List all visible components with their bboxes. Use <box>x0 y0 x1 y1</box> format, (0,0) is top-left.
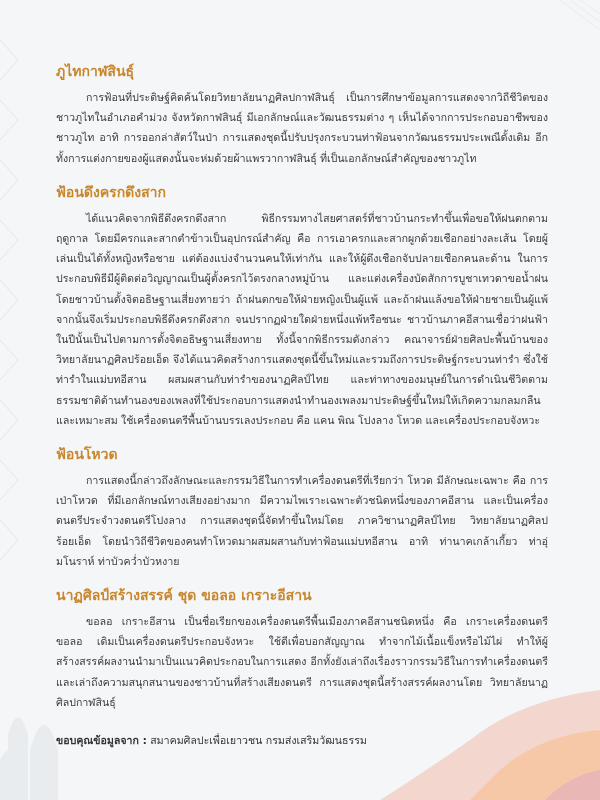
top-right-pattern-decoration <box>560 0 600 30</box>
left-pattern-decoration <box>0 40 18 560</box>
section-heading: ภูไทกาฬสินธุ์ <box>56 64 135 80</box>
section-dueng-krok-dueng-sak <box>56 183 548 431</box>
section-heading: ฟ้อนโหวด <box>56 447 118 464</box>
section-phu-thai <box>56 62 548 169</box>
section-paragraph: การแสดงนี้กล่าวถึงลักษณะและกรรมวิธีในการทำเครื่องดนตรีที่เรียกว่า โหวด มีลักษณะเฉพาะ คือ การเป่าโหวด ที่มีเอกลักษณ์ทางเสียงอย่างมาก มีความไพเราะเฉพาะตัวชนิดหนึ่งของภาคอีสาน และเป็นเครื่องดนตรีประจำวงดนตรีโปงลาง การแสดงชุดนี้จัดทำขึ้นใหม่โดย ภาควิชานาฏศิลป์ไทย วิทยาลัยนาฏศิลปร้อยเอ็ด โดยนำวิถีชีวิตของคนทำโหวดมาผสมผสานกับท่าฟ้อนแม่บทอีสาน อาทิ ท่านาคเกล้าเกี้ยว ท่าอุ่มโนราห์ ท่าบัวคว่ำบัวหงาย <box>56 475 548 568</box>
section-heading: นาฏศิลป์สร้างสรรค์ ชุด ขอลอ เกราะอีสาน <box>56 588 312 605</box>
section-paragraph: ได้แนวคิดจากพิธีดึงครกดึงสาก พิธีกรรมทางไสยศาสตร์ที่ชาวบ้านกระทำขึ้นเพื่อขอให้ฝนตกตามฤดูกาล โดยมีครกและสากตำข้าวเป็นอุปกรณ์สำคัญ คือ การเอาครกและสากผูกด้วยเชือกอย่างละเส้น โดยผู้เล่นเป็นได้ทั้งหญิงหรือชาย แต่ต้องแบ่งจำนวนคนให้เท่ากัน และให้ผู้ดึงเชือกจับปลายเชือกคนละด้าน ในการประกอบพิธีมีผู้ติดต่อวิญญาณเป็นผู้ตั้งครกไว้ตรงกลางหมู่บ้าน และแต่งเครื่องบัดสักการบูชาเทวดาขอน้ำฝน โดยชาวบ้านตั้งจิตอธิษฐานเสี่ยงทายว่า ถ้าฝนตกขอให้ฝ่ายหญิงเป็นผู้แพ้ และถ้าฝนแล้งขอให้ฝ่ายชายเป็นผู้แพ้ จากนั้นจึงเริ่มประกอบพิธีดึงครกดึงสาก จนปรากฏฝ่ายใดฝ่ายหนึ่งแพ้หรือชนะ ชาวบ้านภาคอีสานเชื่อว่าฝนฟ้าในปีนั้นเป็นไปตามการตั้งจิตอธิษฐานเสี่ยงทาย ทั้งนี้จากพิธีกรรมดังกล่าว คณาจารย์ฝ่ายศิลปะพื้นบ้านของวิทยาลัยนาฏศิลปร้อยเอ็ด จึงได้แนวคิดสร้างการแสดงชุดนี้ขึ้นใหม่และรวมถึงการประดิษฐ์กระบวนท่ารำ ซึ่งใช้ท่ารำในแม่บทอีสาน ผสมผสานกับท่ารำของนาฏศิลป์ไทย และท่าทางของมนุษย์ในการดำเนินชีวิตตามธรรมชาติด้านทำนองของเพลงที่ใช้ประกอบการแสดงนำทำนองเพลงมาประดิษฐ์ขึ้นใหม่ให้เกิดความกลมกลืนและเหมาะสม ใช้เครื่องดนตรีพื้นบ้านบรรเลงประกอบ คือ แคน พิณ โปงลาง โหวด และเครื่องประกอบจังหวะ <box>56 212 548 427</box>
credits-line <box>56 732 367 749</box>
tree-silhouette-decoration <box>0 718 58 800</box>
section-fon-wot <box>56 445 548 572</box>
section-heading: ฟ้อนดึงครกดึงสาก <box>56 184 166 201</box>
section-paragraph: ขอลอ เกราะอีสาน เป็นชื่อเรียกของเครื่องดนตรีพื้นเมืองภาคอีสานชนิดหนึ่ง คือ เกราะเครื่องดนตรีขอลอ เดิมเป็นเครื่องดนตรีประกอบจังหวะ ใช้ตีเพื่อบอกสัญญาณ ทำจากไม้เนื้อแข็งหรือไม้ไผ่ ทำให้ผู้สร้างสรรค์ผลงานนำมาเป็นแนวคิดประกอบในการแสดง อีกทั้งยังเล่าถึงเรื่องราวกรรมวิธีในการทำเครื่องดนตรี และเล่าถึงความสนุกสนานของชาวบ้านที่สร้างเสียงดนตรี การแสดงชุดนี้สร้างสรรค์ผลงานโดย วิทยาลัยนาฏศิลปกาฬสินธุ์ <box>56 616 548 709</box>
document-content <box>56 62 548 727</box>
section-kho-lo-kro-isan <box>56 586 548 713</box>
credits-label: ขอบคุณข้อมูลจาก : <box>56 735 147 747</box>
credits-source: สมาคมศิลปะเพื่อเยาวชน กรมส่งเสริมวัฒนธรรม <box>150 735 367 747</box>
section-paragraph: การฟ้อนที่ประดิษฐ์คิดค้นโดยวิทยาลัยนาฏศิลปกาฬสินธุ์ เป็นการศึกษาข้อมูลการแสดงจากวิถีชีวิตของชาวภูไทในอำเภอคำม่วง จังหวัดกาฬสินธุ์ มีเอกลักษณ์และวัฒนธรรมต่าง ๆ เห็นได้จากการประกอบอาชีพของชาวภูไท อาทิ การออกล่าสัตว์ในป่า การแสดงชุดนี้ปรับปรุงกระบวนท่าฟ้อนจากวัฒนธรรมประเพณีดั้งเดิม อีกทั้งการแต่งกายของผู้แสดงนั้นจะห่มด้วยผ้าแพรวากาฬสินธุ์ ที่เป็นเอกลักษณ์สำคัญของชาวภูไท <box>56 92 548 165</box>
